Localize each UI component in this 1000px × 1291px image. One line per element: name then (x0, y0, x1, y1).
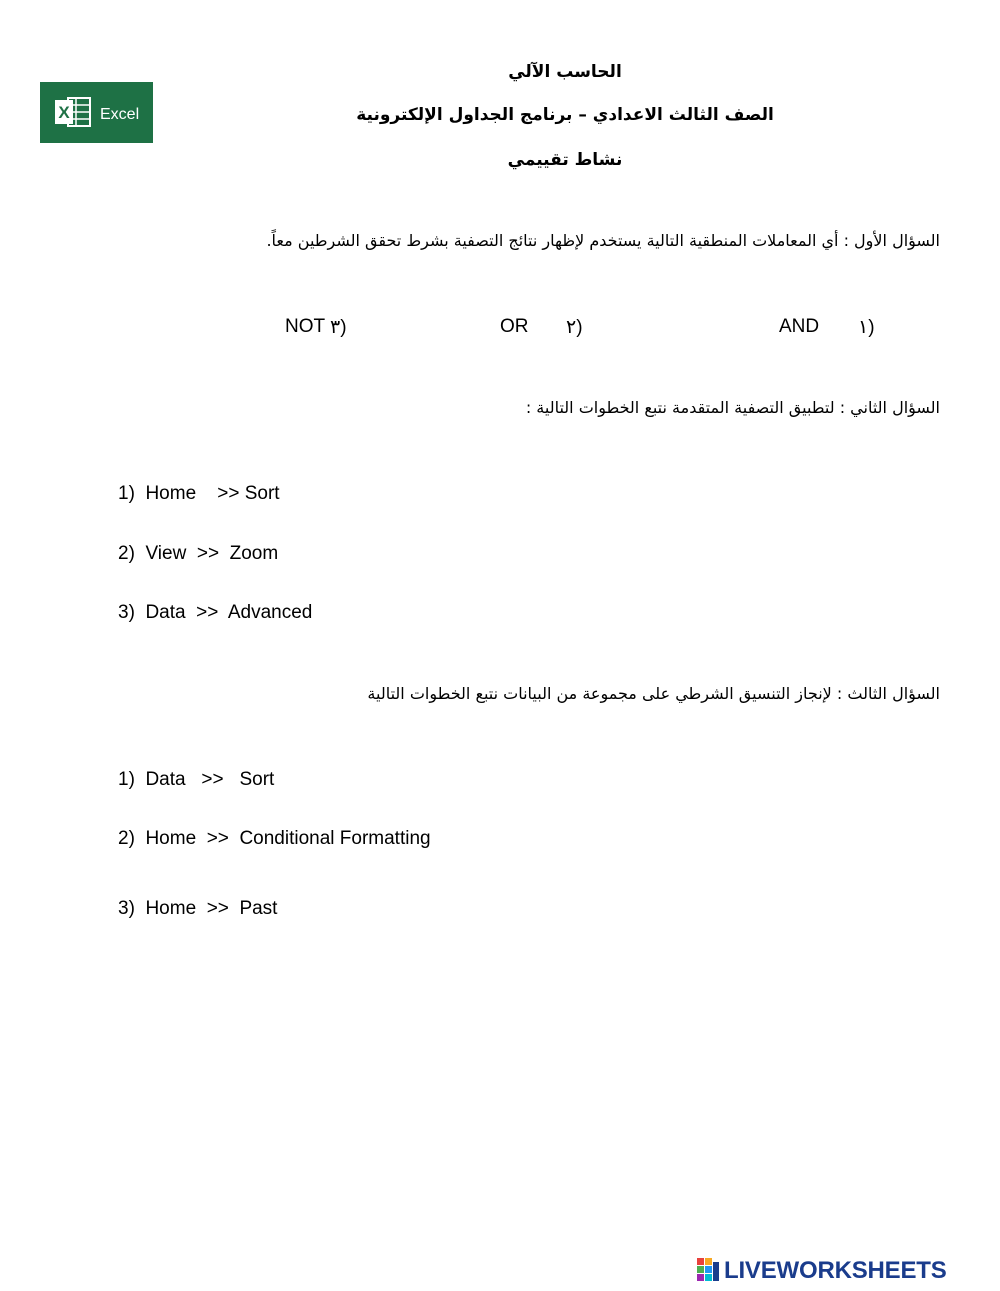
liveworksheets-brand (697, 1258, 993, 1284)
liveworksheets-logo-icon (697, 1258, 721, 1284)
q2-option-2[interactable]: 2) View >> Zoom (118, 543, 279, 564)
q2-option-1[interactable]: 1) Home >> Sort (118, 483, 280, 504)
question-1-text: السؤال الأول : أي المعاملات المنطقية التالية يستخدم لإظهار نتائج التصفية بشرط تحقق الشرطين معاً. (266, 231, 940, 250)
excel-logo-label: Excel (100, 106, 140, 123)
q1-option-2-label[interactable]: OR (500, 316, 529, 337)
q1-option-3-label[interactable]: NOT (285, 316, 326, 337)
question-2-text: السؤال الثاني : لتطبيق التصفية المتقدمة نتبع الخطوات التالية : (525, 398, 940, 417)
q2-option-3[interactable]: 3) Data >> Advanced (118, 602, 313, 623)
question-3-text: السؤال الثالث : لإنجاز التنسيق الشرطي على مجموعة من البيانات نتبع الخطوات التالية (367, 684, 940, 703)
header-subject: الحاسب الآلي (508, 62, 622, 82)
q3-option-2[interactable]: 2) Home >> Conditional Formatting (118, 828, 431, 849)
q1-option-1-label[interactable]: AND (779, 316, 820, 337)
q3-option-1[interactable]: 1) Data >> Sort (118, 769, 275, 790)
q1-option-2-number: ٢) (566, 317, 583, 338)
q1-option-3-number: ٣) (330, 317, 347, 338)
svg-text:X: X (58, 103, 70, 122)
liveworksheets-brand-text: LIVEWORKSHEETS (724, 1257, 947, 1284)
q3-option-3[interactable]: 3) Home >> Past (118, 898, 278, 919)
header-activity: نشاط تقييمي (507, 150, 623, 170)
q1-option-1-number: ١) (858, 317, 875, 338)
header-grade-program: الصف الثالث الاعدادي – برنامج الجداول الإلكترونية (356, 105, 774, 125)
